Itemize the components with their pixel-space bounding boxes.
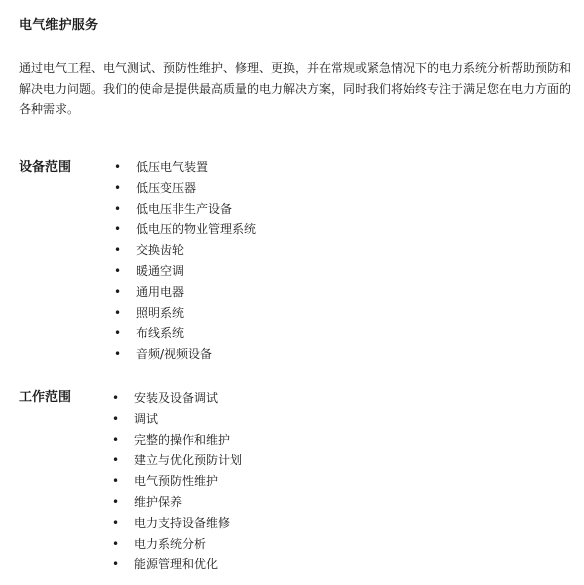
- list-item-label: 电力支持设备维修: [134, 515, 231, 530]
- list-item: [112, 554, 242, 575]
- list-item: [114, 303, 256, 324]
- list-item: [114, 178, 256, 199]
- bullet-icon: •: [112, 411, 120, 426]
- bullet-icon: •: [114, 201, 122, 216]
- bullet-icon: •: [114, 160, 122, 174]
- list-item: [114, 282, 256, 303]
- bullet-icon: •: [114, 305, 122, 320]
- list-item-label: 布线系统: [136, 326, 185, 341]
- list-item-label: 安装及设备调试: [134, 391, 219, 405]
- list-item: [114, 323, 256, 344]
- list-item: [112, 388, 242, 409]
- list-item-label: 低压电气装置: [136, 160, 209, 174]
- bullet-icon: •: [112, 453, 120, 468]
- list-item-label: 低电压的物业管理系统: [136, 222, 257, 237]
- list-item: [114, 219, 257, 240]
- work-scope-heading: 工作范围: [19, 390, 72, 405]
- intro-paragraph: 通过电气工程、电气测试、预防性维护、修理、更换，并在常规或紧急情况下的电力系统分析帮助预防和解决电力问题。我们的使命是提供最高质量的电力解决方案，同时我们将始终专注于满足您在电力方面的各种需求。: [19, 61, 572, 116]
- list-item: [114, 199, 256, 220]
- list-item: [114, 240, 256, 261]
- list-item: [114, 261, 256, 282]
- list-item: [112, 513, 242, 534]
- list-item-label: 低电压非生产设备: [136, 201, 233, 216]
- list-item-label: 调试: [134, 411, 159, 426]
- bullet-icon: •: [114, 222, 122, 237]
- bullet-icon: •: [114, 243, 122, 258]
- list-item: [112, 534, 242, 555]
- list-item-label: 音频/视频设备: [136, 347, 213, 362]
- work-scope-list: [112, 388, 243, 575]
- bullet-icon: •: [112, 494, 120, 509]
- bullet-icon: •: [112, 557, 120, 572]
- list-item: [114, 157, 256, 178]
- bullet-icon: •: [112, 432, 120, 447]
- list-item: [112, 471, 242, 492]
- list-item-label: 暖通空调: [136, 263, 185, 278]
- list-item-label: 低压变压器: [136, 180, 197, 195]
- bullet-icon: •: [112, 536, 120, 551]
- list-item-label: 电力系统分析: [134, 536, 207, 551]
- bullet-icon: •: [114, 347, 122, 362]
- list-item-label: 照明系统: [136, 305, 185, 320]
- list-item-label: 维护保养: [134, 494, 183, 509]
- bullet-icon: •: [114, 284, 122, 299]
- bullet-icon: •: [112, 474, 120, 489]
- bullet-icon: •: [112, 515, 120, 530]
- list-item: [112, 430, 242, 451]
- list-item: [114, 344, 256, 365]
- list-item: [112, 492, 242, 513]
- list-item-label: 能源管理和优化: [134, 557, 219, 572]
- list-item-label: 电气预防性维护: [134, 474, 219, 489]
- bullet-icon: •: [114, 263, 122, 278]
- bullet-icon: •: [114, 326, 122, 341]
- list-item-label: 完整的操作和维护: [134, 432, 231, 447]
- page-title: 电气维护服务: [19, 18, 99, 33]
- list-item: [112, 409, 242, 430]
- equipment-scope-heading: 设备范围: [19, 160, 72, 175]
- bullet-icon: •: [112, 391, 120, 405]
- list-item-label: 通用电器: [136, 284, 185, 299]
- list-item-label: 建立与优化预防计划: [134, 453, 243, 468]
- list-item: [112, 450, 243, 471]
- list-item-label: 交换齿轮: [136, 243, 185, 258]
- bullet-icon: •: [114, 180, 122, 195]
- equipment-scope-list: [114, 157, 257, 365]
